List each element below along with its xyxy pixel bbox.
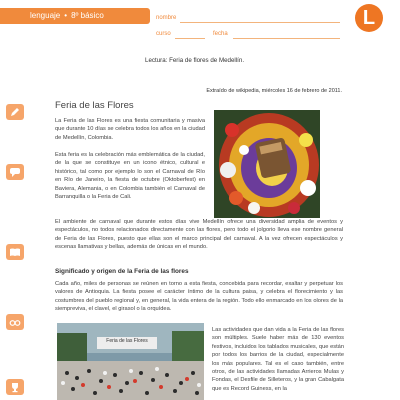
name-label: nombre <box>156 15 177 21</box>
paragraph-3: El ambiente de carnaval que durante estos días vive Medellín ofrece una diversidad amplia de eventos y espectáculos, no todos relacionados directamente con las flores, pero todo el jolgorio lleva ese nombre general de Feria de las Flores, puesto que ellas son el marco principal del carnaval. A la vez ofrecen espectáculos y escenas llamativas y bellas, además de únicas en el mundo. <box>55 219 343 251</box>
date-field[interactable] <box>233 38 340 39</box>
course-field[interactable] <box>175 38 205 39</box>
parade-photo <box>57 323 204 400</box>
reading-title: Lectura: Feria de flores de Medellín. <box>145 57 245 64</box>
section-heading: Significado y origen de la Feria de las flores <box>55 268 189 275</box>
sidebar-icons <box>0 44 26 400</box>
name-field[interactable] <box>180 22 340 23</box>
paragraph-5: Las actividades que dan vida a la Feria de las flores son múltiples. Suele haber más de 130 eventos festivos, incluidos los tablados musicales, que están por todos los barrios de la ciudad, especialmente los más populares. Tal es el caso también, entre otros, de las actividades llamadas Arrieros Mulas y Fondas, el Desfile de Silleteros, y la gran Cabalgata que es Record Guiness, en la <box>212 327 344 392</box>
subject-letter-badge: L <box>355 4 383 32</box>
flower-silleta-photo <box>214 110 320 218</box>
glasses-icon <box>6 314 24 330</box>
grade-label: 8º básico <box>71 11 104 20</box>
parade-banner: Feria de las Flores <box>106 338 148 344</box>
course-label: curso <box>156 31 171 37</box>
pencil-icon <box>6 104 24 120</box>
paragraph-4: Cada año, miles de personas se reúnen en torno a esta fiesta, concebida para recordar, exaltar y perpetuar los valores de Antioquia. La fiesta posee el carácter íntimo de la cultura paisa, y celebra el florecimiento y las costumbres del pueblo regional y, en general, la vida entera de la región. Todo ello enmarcado en los olores de la siempreviva, el clavel, el girasol o la orquídea. <box>55 281 343 313</box>
paragraph-1: La Feria de las Flores es una fiesta comunitaria y masiva que durante 10 días se celebra todos los años en la ciudad de Medellín, Colombia. <box>55 118 205 141</box>
article-title: Feria de las Flores <box>55 100 134 111</box>
subject-name: lenguaje <box>30 11 61 20</box>
subject-label <box>30 11 104 20</box>
chat-icon <box>6 164 24 180</box>
source-note: Extraído de wikipedia, miércoles 16 de febrero de 2011. <box>206 88 342 94</box>
book-icon <box>6 244 24 260</box>
date-label: fecha <box>213 31 228 37</box>
subject-separator: • <box>64 11 68 20</box>
paragraph-2: Esta feria es la celebración más emblemática de la ciudad, de la que se constituye en un icono étnico, cultural e histórico, tal como por ejemplo lo son el Carnaval de Río en Río de Janeiro, la fiesta de octubre (Oktoberfest) en Baviera, Alemania, o en Colombia también el Carnaval de Barranquilla o la Feria de Cali. <box>55 152 205 201</box>
trophy-icon <box>6 379 24 395</box>
worksheet-header <box>0 0 400 44</box>
